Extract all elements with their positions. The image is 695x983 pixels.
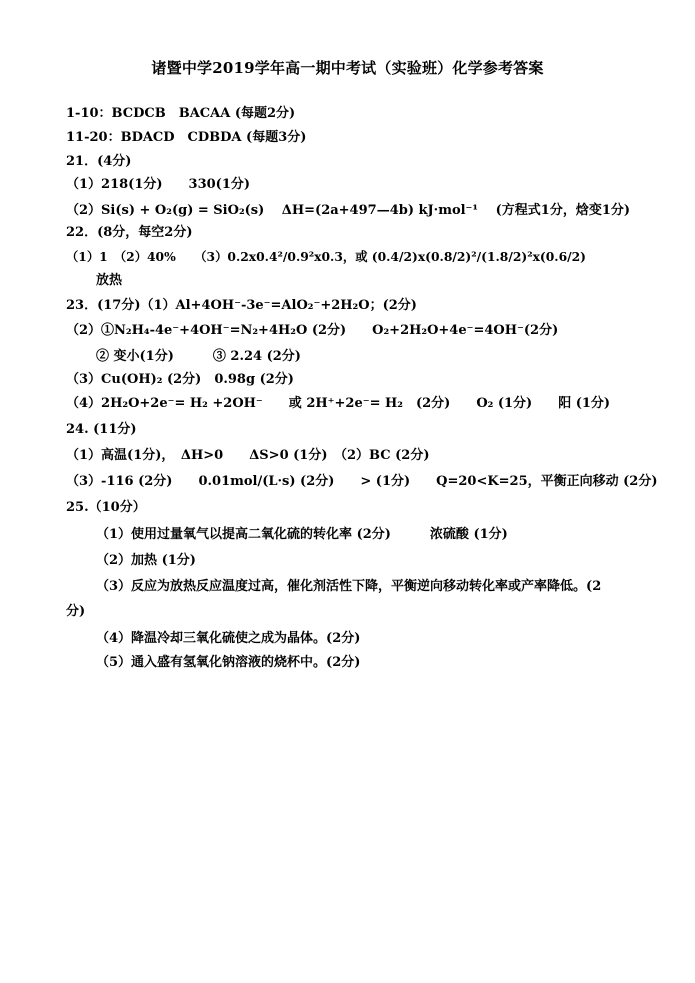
question-25-header: 25.（10分） [66,500,146,515]
question-23-header: 23．(17分)（1）Al+4OH⁻-3e⁻=AlO₂⁻+2H₂O；(2分) [66,298,417,313]
q23-part-4: （4）2H₂O+2e⁻= H₂ +2OH⁻ 或 2H⁺+2e⁻= H₂ (2分) O₂ (1分) 阳 (1分) [66,396,611,411]
q24-part-3: （3）-116 (2分) 0.01mol/(L·s) (2分) > (1分) Q=20<K=25，平衡正向移动 (2分) [66,474,658,489]
answer-line-11-20: 11-20：BDACD CDBDA (每题3分) [66,130,307,145]
page-title: 诸暨中学2019学年高一期中考试（实验班）化学参考答案 [151,59,544,77]
q21-part-1: （1）218(1分) 330(1分) [66,177,251,192]
q25-part-3-continuation: 分) [66,604,86,619]
q23-part-3: （3）Cu(OH)₂ (2分) 0.98g (2分) [66,372,294,387]
q25-part-2: （2）加热 (1分) [96,553,196,568]
q25-part-4: （4）降温冷却三氧化硫使之成为晶体。(2分) [96,631,361,646]
answer-line-1-10: 1-10：BCDCB BACAA (每题2分) [66,106,296,121]
q23-part-2a: （2）①N₂H₄-4e⁻+4OH⁻=N₂+4H₂O (2分) O₂+2H₂O+4e⁻=4OH⁻(2分) [66,323,559,338]
q25-part-5: （5）通入盛有氢氧化钠溶液的烧杯中。(2分) [96,655,361,670]
question-24-header: 24. (11分) [66,422,137,437]
question-21-header: 21．(4分) [66,154,132,169]
q24-part-1-2: （1）高温(1分)， ΔH>0 ΔS>0 (1分) （2）BC (2分) [66,448,430,463]
q25-part-3: （3）反应为放热反应温度过高，催化剂活性下降，平衡逆向移动转化率或产率降低。(2 [96,579,602,594]
q22-continuation: 放热 [96,273,123,288]
q23-part-2b: ② 变小(1分) ③ 2.24 (2分) [96,349,301,364]
q21-part-2: （2）Si(s) + O₂(g) = SiO₂(s) ΔH=(2a+497—4b) kJ·mol⁻¹ (方程式1分，焓变1分) [66,203,631,218]
q22-answers: （1）1 （2）40% （3）0.2x0.4²/0.9²x0.3，或 (0.4/2)x(0.8/2)²/(1.8/2)²x(0.6/2) [66,249,587,264]
question-22-header: 22．(8分，每空2分) [66,225,193,240]
q25-part-1: （1）使用过量氧气以提高二氧化硫的转化率 (2分) 浓硫酸 (1分) [96,527,508,542]
